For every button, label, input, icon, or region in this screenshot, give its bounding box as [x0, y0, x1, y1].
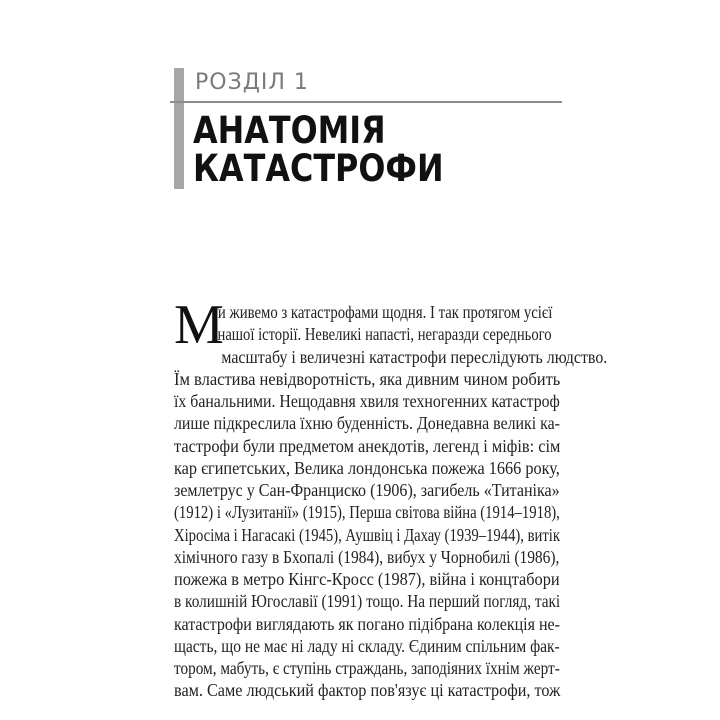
- text-line: лише підкреслила їхню буденність. Донедавна великі ка-: [174, 413, 560, 434]
- text-line: їх банальними. Нещодавня хвиля техногенних катастроф: [174, 391, 560, 411]
- text-line: вам. Саме людський фактор пов'язує ці катастрофи, тож: [174, 680, 561, 701]
- text-line: кар єгипетських, Велика лондонська пожежа 1666 року,: [174, 457, 560, 478]
- text-line: и живемо з катастрофами щодня. І так протягом усієї: [217, 302, 553, 322]
- chapter-divider: [170, 101, 562, 103]
- text-line: пожежа в метро Кінгс-Кросс (1987), війна і концтабори: [174, 569, 560, 589]
- text-line: землетрус у Сан-Франциско (1906), загибель «Титаніка»: [174, 480, 560, 500]
- text-line: хімічного газу в Бхопалі (1984), вибух у Чорнобилі (1986),: [174, 546, 560, 567]
- text-line: тором, мабуть, є ступінь страждань, заподіяних їхнім жерт-: [174, 658, 560, 678]
- text-line: нашої історії. Невеликі напасті, негаразди середнього: [217, 324, 552, 345]
- text-line: (1912) і «Лузитанії» (1915), Перша світова війна (1914–1918),: [174, 502, 560, 523]
- text-line: щасть, що не має ні ладу ні складу. Єдиним спільним фак-: [174, 635, 560, 656]
- text-line: Їм властива невідворотність, яка дивним чином робить: [174, 368, 561, 389]
- drop-cap: М: [174, 294, 224, 356]
- text-line: масштабу і величезні катастрофи переслідують людство.: [221, 346, 608, 367]
- chapter-label: РОЗДІЛ 1: [195, 70, 309, 95]
- text-line: катастрофи виглядають як погано підібрана колекція не-: [174, 613, 561, 634]
- chapter-accent-bar: [174, 68, 184, 189]
- body-paragraph: [174, 294, 608, 702]
- chapter-title-line: КАТАСТРОФИ: [193, 147, 444, 190]
- text-line: Хіросіма і Нагасакі (1945), Аушвіц і Дахау (1939–1944), витік: [174, 524, 561, 545]
- text-line: в колишній Югославії (1991) тощо. На перший погляд, такі: [174, 591, 561, 612]
- text-line: тастрофи були предметом анекдотів, легенд і міфів: сім: [174, 435, 561, 456]
- chapter-title-line: АНАТОМІЯ: [193, 109, 386, 152]
- chapter-title: [193, 109, 444, 190]
